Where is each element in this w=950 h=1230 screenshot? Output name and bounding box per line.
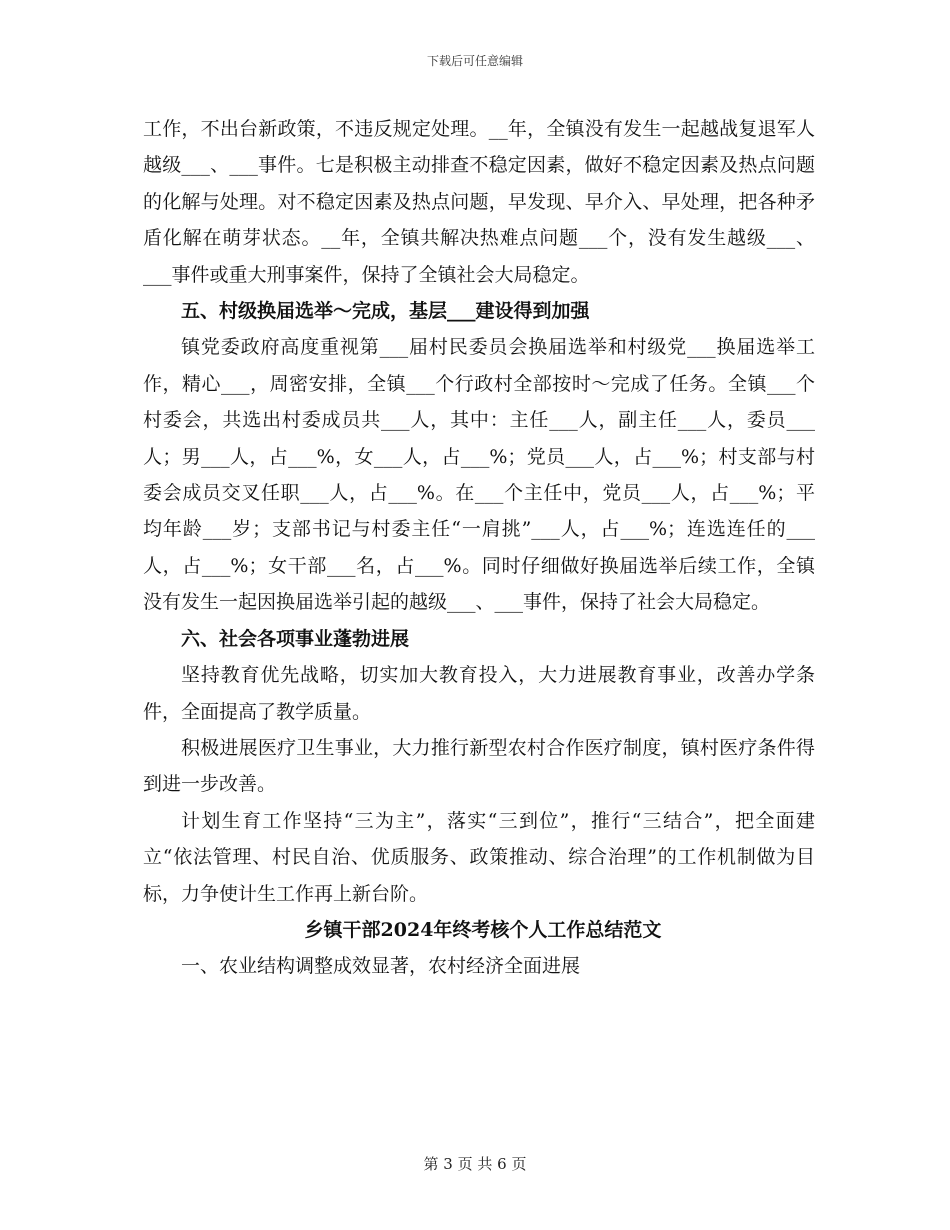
paragraph-election: 镇党委政府高度重视第___届村民委员会换届选举和村级党___换届选举工作，精心___，周密安排，全镇___个行政村全部按时～完成了任务。全镇___个村委会，共选出村委成员共___人，其中：主任___人，副主任___人，委员___人；男___人，占___%，女___人，占___%；党员___人，占___%；村支部与村委会成员交叉任职___人，占___%。在___个主任中，党员___人，占___%；平均年龄___岁；支部书记与村委主任“一肩挑”___人，占___%；连选连任的___人，占___%；女干部___名，占___%。同时仔细做好换届选举后续工作，全镇没有发生一起因换届选举引起的越级___、___事件，保持了社会大局稳定。 <box>143 336 815 614</box>
paragraph-health: 积极进展医疗卫生事业，大力推行新型农村合作医疗制度，镇村医疗条件得到进一步改善。 <box>143 736 815 796</box>
section-heading-5: 五、村级换届选举～完成，基层___建设得到加强 <box>181 300 590 323</box>
document-body <box>143 111 815 985</box>
section-heading-6: 六、社会各项事业蓬勃进展 <box>181 627 410 650</box>
paragraph-agriculture: 一、农业结构调整成效显著，农村经济全面进展 <box>181 955 581 978</box>
page-footer: 第 3 页 共 6 页 <box>423 1155 527 1173</box>
page-header: 下载后可任意编辑 <box>426 54 523 68</box>
document-title: 乡镇干部2024年终考核个人工作总结范文 <box>304 918 662 941</box>
paragraph-education: 坚持教育优先战略，切实加大教育投入，大力进展教育事业，改善办学条件，全面提高了教学质量。 <box>143 664 815 723</box>
paragraph-family-planning: 计划生育工作坚持“三为主”，落实“三到位”，推行“三结合”，把全面建立“依法管理、村民自治、优质服务、政策推动、综合治理”的工作机制做为目标，力争使计生工作再上新台阶。 <box>143 809 815 905</box>
paragraph-continuation: 工作，不出台新政策，不违反规定处理。__年，全镇没有发生一起越战复退军人越级___、___事件。七是积极主动排查不稳定因素，做好不稳定因素及热点问题的化解与处理。对不稳定因素及热点问题，早发现、早介入、早处理，把各种矛盾化解在萌芽状态。__年，全镇共解决热难点问题___个，没有发生越级___、___事件或重大刑事案件，保持了全镇社会大局稳定。 <box>143 118 815 286</box>
